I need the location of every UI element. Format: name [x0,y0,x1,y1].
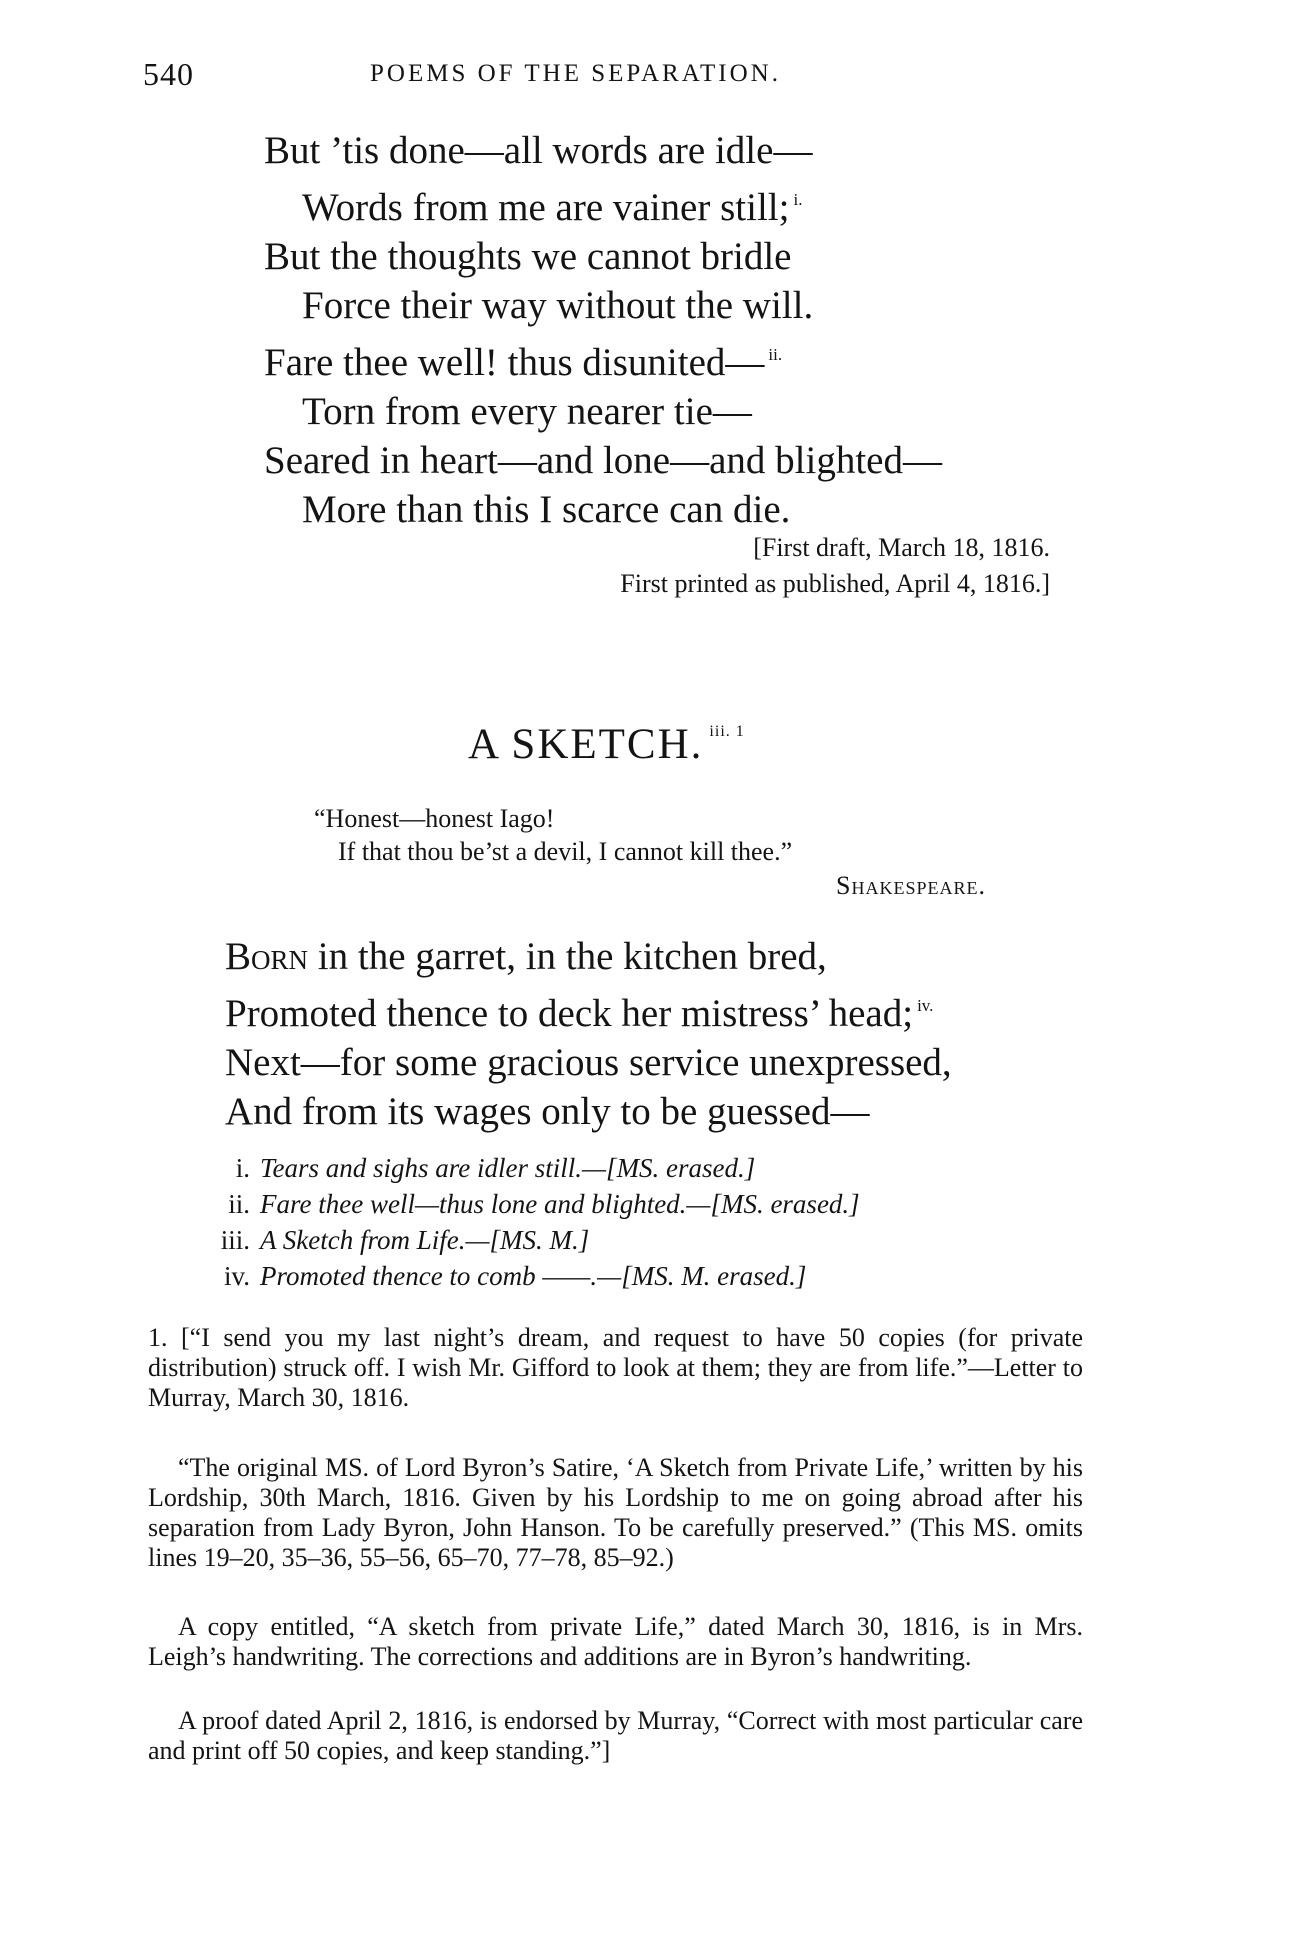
poem-line: Next—for some gracious service unexpressed, [225,1041,952,1084]
variant-item: iii. A Sketch from Life.—[MS. M.] [220,1225,590,1255]
poem-line: More than this I scarce can die. [302,488,791,531]
poem-line: Fare thee well! thus disunited— $^{ii.}$ [264,341,783,384]
section-title: A SKETCH. $^{iii. 1}$ [468,721,745,768]
page-number: 540 [143,56,194,92]
epigraph-author: Shakespeare. [836,871,986,900]
poem-line: Force their way without the will. [302,284,814,327]
poem-line: But the thoughts we cannot bridle [264,235,792,278]
poem-line: Born in the garret, in the kitchen bred, [225,935,827,978]
variant-mark: iv. [917,996,934,1015]
variant-item: iv. Promoted thence to comb ——.—[MS. M. erased.] [224,1261,807,1291]
poem-line: Promoted thence to deck her mistress’ head; $^{iv.}$ [225,992,934,1035]
epigraph-line: “Honest—honest Iago! [314,804,555,833]
epigraph-line: If that thou be’st a devil, I cannot kill thee.” [338,837,793,866]
print-attribution: First printed as published, April 4, 1816.] [620,569,1050,598]
poem-line: But ’tis done—all words are idle— [264,129,813,172]
variant-item: ii. Fare thee well—thus lone and blighted.—[MS. erased.] [228,1189,860,1219]
footnote: 1. [“I send you my last night’s dream, and request to have 50 copies (for private distribution) struck off. I wish Mr. Gifford to look at them; they are from life.”—Letter to Murray, March 30, 1816. [148,1323,1083,1412]
title-marks: iii. 1 [709,723,745,740]
poem-line: Words from me are vainer still; $^{i.}$ [302,186,803,229]
poem-stanza-end [264,126,942,534]
footnote: A proof dated April 2, 1816, is endorsed by Murray, “Correct with most particular care and print off 50 copies, and keep standing.”] [148,1706,1083,1765]
poem-line: Seared in heart—and lone—and blighted— [264,439,942,482]
variant-mark: i. [793,190,803,209]
footnote: A copy entitled, “A sketch from private Life,” dated March 30, 1816, is in Mrs. Leigh’s handwriting. The corrections and additions are in Byron’s handwriting. [148,1612,1083,1671]
poem-line: And from its wages only to be guessed— [225,1090,870,1133]
variant-readings [198,1150,860,1294]
variant-mark: ii. [768,345,783,364]
running-title: POEMS OF THE SEPARATION. [370,60,781,87]
variant-item: i. Tears and sighs are idler still.—[MS. erased.] [235,1153,756,1183]
sketch-poem [225,932,952,1136]
footnote: “The original MS. of Lord Byron’s Satire, ‘A Sketch from Private Life,’ written by his Lordship, 30th March, 1816. Given by his Lordship to me on going abroad after his separation from Lady Byron, John Hanson. To be carefully preserved.” (This MS. omits lines 19–20, 35–36, 55–56, 65–70, 77–78, 85–92.) [148,1453,1083,1572]
first-word: Born [225,935,309,978]
poem-line: Torn from every nearer tie— [302,390,752,433]
draft-attribution: [First draft, March 18, 1816. [753,533,1050,562]
